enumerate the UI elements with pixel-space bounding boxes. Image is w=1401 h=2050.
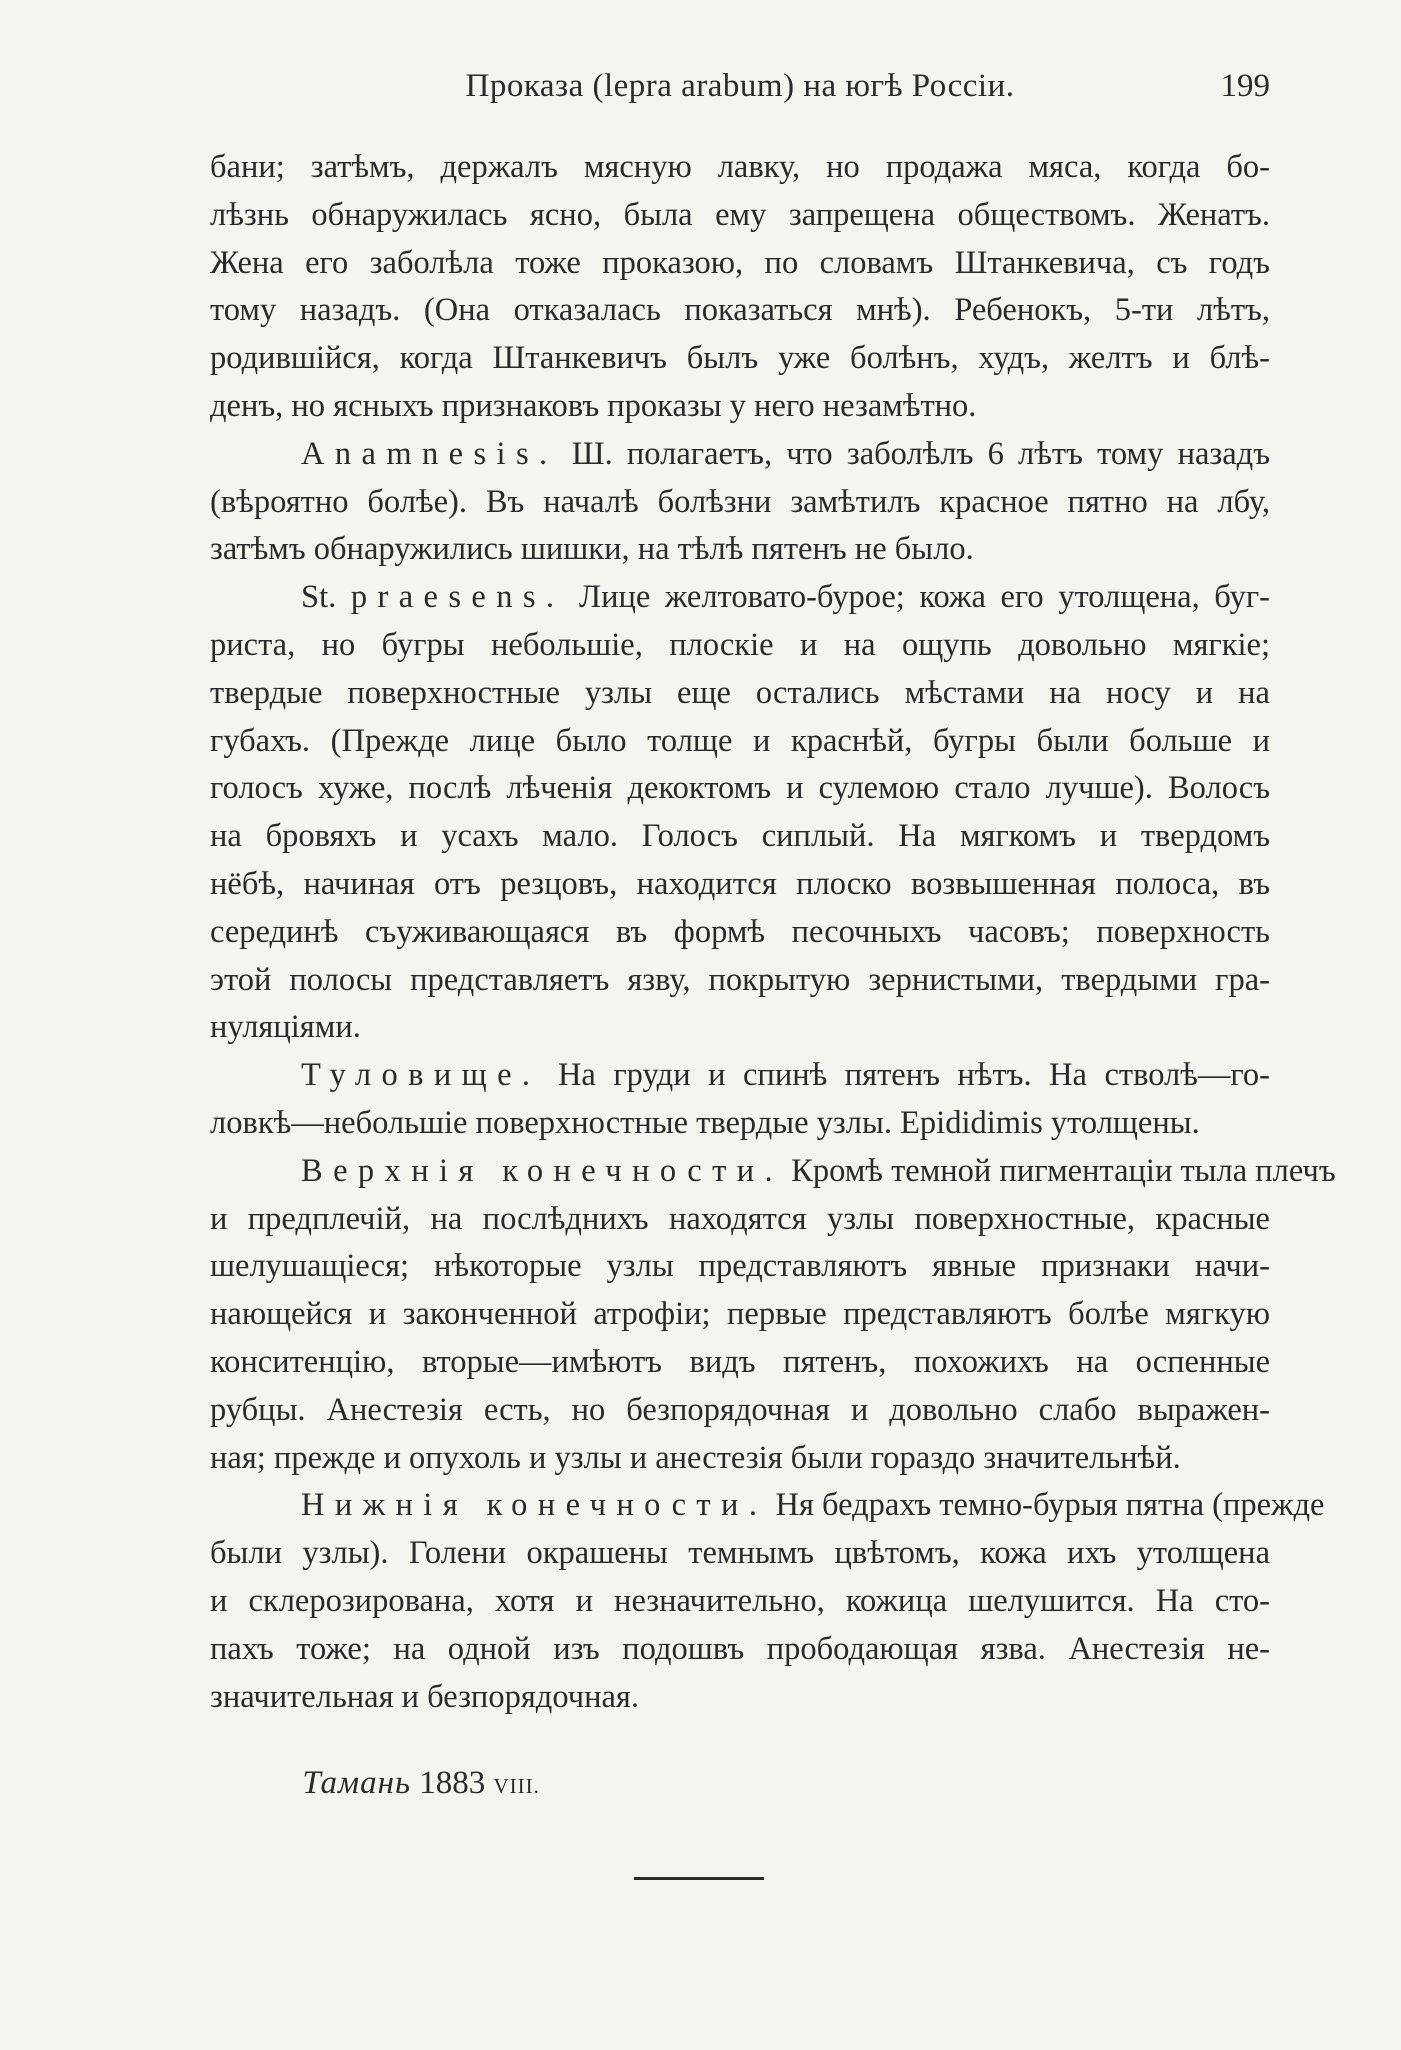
text-line: серединѣ съуживающаяся въ формѣ песочныхъ часовъ; поверхность bbox=[210, 913, 1270, 950]
text-line: и склерозирована, хотя и незначительно, кожица шелушится. На сто- bbox=[210, 1582, 1270, 1619]
paragraph-lower-limbs-first-line bbox=[210, 1482, 1325, 1530]
text-line: рубцы. Анестезія есть, но безпорядочная и довольно слабо выражен- bbox=[210, 1391, 1270, 1428]
signature-year: 1883 bbox=[419, 1765, 486, 1801]
text-line: значительная и безпорядочная. bbox=[210, 1678, 639, 1715]
text-line: денъ, но ясныхъ признаковъ проказы у него незамѣтно. bbox=[210, 387, 977, 424]
text-line: (вѣроятно болѣе). Въ началѣ болѣзни замѣтилъ красное пятно на лбу, bbox=[210, 483, 1270, 520]
text-line: ная; прежде и опухоль и узлы и анестезія были гораздо значительнѣй. bbox=[210, 1439, 1181, 1476]
section-heading-status: praesens. bbox=[350, 579, 565, 616]
section-heading-anamnesis: Anamnesis. bbox=[301, 435, 558, 472]
running-title: Проказа (lepra arabum) на югѣ Россіи. bbox=[465, 68, 1015, 104]
text-line: нёбѣ, начиная отъ резцовъ, находится плоско возвышенная полоса, въ bbox=[210, 865, 1270, 902]
text-run: Лице желтовато-бурое; кожа его утолщена, буг- bbox=[579, 579, 1271, 616]
text-line: Жена его заболѣла тоже проказою, по словамъ Штанкевича, съ годъ bbox=[210, 244, 1270, 281]
text-line: родившійся, когда Штанкевичъ былъ уже болѣнъ, худъ, желтъ и блѣ- bbox=[210, 340, 1270, 377]
text-line: конситенцію, вторые—имѣютъ видъ пятенъ, похожихъ на оспенные bbox=[210, 1343, 1270, 1380]
text-line: губахъ. (Прежде лице было толще и краснѣй, бугры были больше и bbox=[210, 722, 1270, 759]
text-line: голосъ хуже, послѣ лѣченія декоктомъ и сулемою стало лучше). Волосъ bbox=[210, 770, 1270, 807]
text-line: ловкѣ—небольшіе поверхностные твердые узлы. Epididimis утолщены. bbox=[210, 1104, 1200, 1141]
text-line: были узлы). Голени окрашены темнымъ цвѣтомъ, кожа ихъ утолщена bbox=[210, 1535, 1270, 1572]
text-line: шелушащіеся; нѣкоторые узлы представляютъ явные признаки начи- bbox=[210, 1248, 1270, 1285]
text-line: бани; затѣмъ, держалъ мясную лавку, но продажа мяса, когда бо- bbox=[210, 149, 1270, 185]
text-line: лѣзнь обнаружилась ясно, была ему запрещена обществомъ. Женатъ. bbox=[210, 196, 1270, 233]
paragraph-trunk-first-line bbox=[210, 1052, 1270, 1100]
end-rule-divider bbox=[634, 1877, 764, 1880]
text-line: затѣмъ обнаружились шишки, на тѣлѣ пятенъ не было. bbox=[210, 531, 974, 568]
section-heading-trunk: Туловище. bbox=[301, 1057, 541, 1094]
text-line: нающейся и законченной атрофіи; первые представляютъ болѣе мягкую bbox=[210, 1296, 1270, 1333]
text-line: нуляціями. bbox=[210, 1009, 361, 1046]
section-heading-lower-limbs: Нижнія конечности. bbox=[301, 1487, 768, 1524]
signature-place: Тамань bbox=[302, 1765, 411, 1801]
text-line: пахъ тоже; на одной изъ подошвъ прободающая язва. Анестезія не- bbox=[210, 1630, 1270, 1667]
text-run: Ш. полагаетъ, что заболѣлъ 6 лѣтъ тому назадъ bbox=[571, 435, 1270, 472]
signature-month: VIII. bbox=[493, 1774, 540, 1798]
body-text bbox=[210, 144, 1336, 1721]
section-heading-upper-limbs: Верхнія конечности. bbox=[301, 1152, 784, 1189]
text-line: этой полосы представляетъ язву, покрытую зернистыми, твердыми гра- bbox=[210, 961, 1270, 998]
text-line: на бровяхъ и усахъ мало. Голосъ сиплый. На мягкомъ и твердомъ bbox=[210, 818, 1270, 855]
text-run: Ня бедрахъ темно-бурыя пятна (прежде bbox=[775, 1487, 1325, 1524]
text-run: На груди и спинѣ пятенъ нѣтъ. На стволѣ—го- bbox=[557, 1057, 1270, 1094]
section-heading-status-prefix: St. bbox=[301, 579, 337, 616]
text-run: Кромѣ темной пигментаціи тыла плечъ bbox=[791, 1152, 1336, 1189]
paragraph-upper-limbs-first-line bbox=[210, 1148, 1336, 1196]
paragraph-anamnesis-first-line bbox=[210, 431, 1270, 479]
paragraph-status-first-line bbox=[210, 574, 1270, 622]
text-line: и предплечій, на послѣднихъ находятся узлы поверхностные, красные bbox=[210, 1200, 1270, 1237]
text-line: тому назадъ. (Она отказалась показаться мнѣ). Ребенокъ, 5-ти лѣтъ, bbox=[210, 292, 1270, 329]
text-line: твердые поверхностные узлы еще остались мѣстами на носу и на bbox=[210, 674, 1270, 711]
place-date-signature bbox=[210, 1765, 540, 1802]
page-number: 199 bbox=[1220, 68, 1270, 104]
running-header bbox=[210, 68, 1270, 112]
text-line: риста, но бугры небольшіе, плоскіе и на ощупь довольно мягкіе; bbox=[210, 626, 1270, 663]
